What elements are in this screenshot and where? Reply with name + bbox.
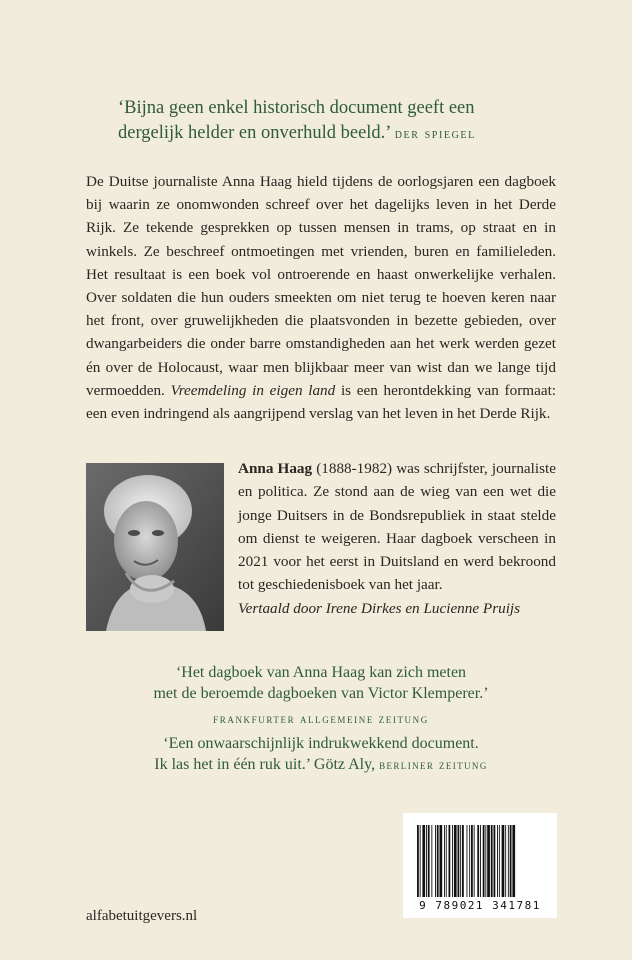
barcode-bar	[428, 825, 430, 897]
barcode-bar	[452, 825, 453, 897]
barcode-bar	[508, 825, 509, 897]
barcode-bar	[497, 825, 498, 897]
author-photo	[86, 463, 224, 631]
top-quote-line-1: ‘Bijna geen enkel historisch document geeft een	[118, 98, 475, 118]
barcode-bar	[483, 825, 485, 897]
barcode-bar	[426, 825, 427, 897]
barcode-bar	[505, 825, 506, 897]
author-name: Anna Haag	[238, 460, 313, 477]
isbn-barcode	[403, 813, 557, 918]
translator-credit: Vertaald door Irene Dirkes en Lucienne Pruijs	[238, 599, 521, 617]
top-quote-line-2-text: dergelijk helder en onverhuld beeld.’	[118, 123, 391, 143]
barcode-bar	[480, 825, 481, 897]
barcode-bar	[446, 825, 447, 897]
barcode-bar	[462, 825, 464, 897]
barcode-bar	[435, 825, 436, 897]
barcode-bar	[444, 825, 445, 897]
barcode-bar	[440, 825, 443, 897]
blurb-text-part-1: De Duitse journaliste Anna Haag hield tijdens de oorlogsjaren een dagboek bij waarin ze onomwonden schreef over het dagelijks leven in het Derde Rijk. Ze tekende gesprekken op tussen mensen in trams, op straat en in winkels. Ze beschreef ontmoetingen met vrienden, buren en familieleden. Het resultaat is een boek vol ontroerende en haast onwerkelijke verhalen. Over soldaten die hun ouders smeekten om niet terug te hoeven keren naar het front, over gruwelijkheden die plaatsvonden in bezette gebieden, over dwangarbeiders die onder barre omstandigheden aan het werk werden gezet én over de Holocaust, waar men blijkbaar meer van wist dan we lange tijd vermoedden.	[86, 173, 556, 399]
mid-quote-line-1: ‘Het dagboek van Anna Haag kan zich meten	[175, 664, 467, 681]
barcode-bar	[502, 825, 505, 897]
mid-quote	[86, 662, 556, 730]
top-quote-source: der spiegel	[394, 127, 476, 142]
barcode-bar	[469, 825, 470, 897]
bottom-quote	[86, 733, 556, 775]
author-bio	[238, 457, 556, 620]
barcode-bar	[431, 825, 432, 897]
blurb-paragraph	[86, 170, 556, 425]
barcode-bar	[417, 825, 419, 897]
barcode-bar	[449, 825, 451, 897]
barcode-bar	[474, 825, 475, 897]
bottom-quote-source: berliner zeitung	[379, 757, 488, 772]
barcode-bars	[415, 825, 545, 897]
barcode-bar	[477, 825, 479, 897]
top-quote-line-2	[118, 121, 588, 147]
barcode-bar	[510, 825, 512, 897]
mid-quote-source: frankfurter allgemeine zeitung	[213, 712, 429, 726]
bottom-quote-line-2-text: Ik las het in één ruk uit.’ Götz Aly,	[154, 756, 376, 773]
barcode-bar	[437, 825, 439, 897]
barcode-bar	[494, 825, 496, 897]
bottom-quote-line-2	[86, 754, 556, 775]
isbn-digits: 9 789021 341781	[419, 899, 541, 912]
barcode-bar	[458, 825, 460, 897]
top-quote	[118, 96, 588, 147]
blurb-text-part-2: is een herontdekking van formaat: een even indringend als aangrijpend verslag van het leven in het Derde Rijk.	[86, 381, 557, 423]
barcode-bar	[467, 825, 468, 897]
bottom-quote-line-1: ‘Een onwaarschijnlijk indrukwekkend document.	[163, 735, 479, 752]
book-title: Vreemdeling in eigen land	[170, 381, 336, 399]
author-bio-text: (1888-1982) was schrijfster, journaliste en politica. Ze stond aan de wieg van een wet die jonge Duitsers in de Bondsrepubliek in staat stelde om dienst te weigeren. Haar dagboek verscheen in 2021 voor het eerst in Duitsland en werd bekroond tot geschiedenisboek van het jaar.	[238, 460, 556, 594]
barcode-bar	[420, 825, 421, 897]
barcode-bar	[471, 825, 473, 897]
barcode-bar	[499, 825, 500, 897]
publisher-url[interactable]: alfabetuitgevers.nl	[86, 908, 198, 924]
barcode-bar	[460, 825, 461, 897]
barcode-bar	[491, 825, 493, 897]
barcode-bar	[485, 825, 486, 897]
barcode-bar	[454, 825, 457, 897]
barcode-bar	[487, 825, 490, 897]
barcode-bar	[422, 825, 425, 897]
barcode-bar	[512, 825, 515, 897]
mid-quote-line-2: met de beroemde dagboeken van Victor Klemperer.’	[153, 685, 489, 702]
